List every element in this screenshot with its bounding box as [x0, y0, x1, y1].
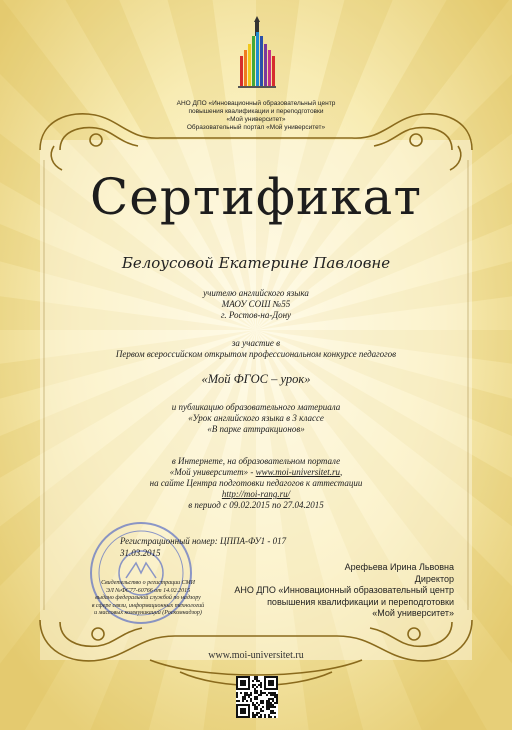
participation-text: [0, 338, 512, 360]
participation-line-1: за участие в: [231, 338, 281, 348]
recipient-name: Белоусовой Екатерине Павловне: [121, 254, 391, 272]
university-logo: [236, 12, 278, 96]
position-line-1: учителю английского языка: [203, 288, 309, 298]
position-line-2: МАОУ СОШ №55: [221, 299, 291, 309]
header-line-4: Образовательный портал «Мой университет»: [186, 124, 326, 131]
portal-link-main[interactable]: www.moi-universitet.ru: [255, 467, 340, 477]
publication-line-1: и публикацию образовательного материала: [171, 402, 341, 412]
registration-number: Регистрационный номер: ЦППА-ФУ1 - 017: [120, 536, 287, 546]
note-line-4: в сфере связи, информационных технологий: [91, 602, 205, 609]
certificate-title: Сертификат: [89, 168, 423, 226]
portal-line-2-suffix: ,: [339, 467, 343, 477]
signatory-name: Арефьева Ирина Львовна: [344, 562, 454, 572]
note-line-1: Свидетельство о регистрации СМИ: [101, 580, 195, 586]
participation-line-2: Первом всероссийском открытом профессиональном конкурсе педагогов: [115, 349, 397, 359]
footer-url[interactable]: www.moi-universitet.ru: [208, 650, 304, 661]
registration-date: 31.03.2015: [120, 548, 161, 558]
note-line-2: ЭЛ №ФС77-60766 от 14.02.2015: [105, 587, 191, 594]
publication-line-3: «В парке аттракционов»: [207, 424, 305, 434]
header-line-2: повышения квалификации и переподготовки: [188, 108, 324, 115]
signature-block: [224, 562, 454, 620]
contest-name: «Мой ФГОС – урок»: [201, 372, 311, 386]
header-organization: [0, 100, 512, 132]
qr-code: [236, 676, 278, 718]
portal-line-5: в период с 09.02.2015 по 27.04.2015: [188, 500, 324, 510]
header-line-1: АНО ДПО «Инновационный образовательный центр: [176, 100, 336, 107]
header-line-3: «Мой университет»: [226, 116, 286, 123]
signatory-org-2: повышения квалификации и переподготовки: [267, 596, 454, 607]
portal-line-3: на сайте Центра подготовки педагогов к аттестации: [149, 478, 363, 488]
position-line-3: г. Ростов-на-Дону: [220, 310, 292, 320]
note-line-5: и массовых коммуникаций (Роскомнадзор): [94, 610, 202, 616]
note-line-3: выдано федеральной службой по надзору: [95, 595, 201, 601]
media-registration-note: [68, 580, 228, 618]
signatory-org-3: «Мой университет»: [372, 608, 454, 618]
publication-line-2: «Урок английского языка в 3 классе: [188, 413, 324, 423]
portal-line-2: [0, 467, 512, 478]
portal-line-2-prefix: «Мой университет» -: [169, 467, 256, 477]
signatory-org-1: АНО ДПО «Инновационный образовательный центр: [234, 585, 454, 595]
publication-text: [0, 402, 512, 435]
portal-line-1: в Интернете, на образовательном портале: [171, 456, 341, 466]
signatory-title: Директор: [414, 573, 454, 584]
portal-line-4: [0, 489, 512, 500]
recipient-position: [0, 288, 512, 321]
portal-link-rang[interactable]: http://moi-rang.ru/: [221, 489, 291, 499]
portal-text: [0, 456, 512, 511]
